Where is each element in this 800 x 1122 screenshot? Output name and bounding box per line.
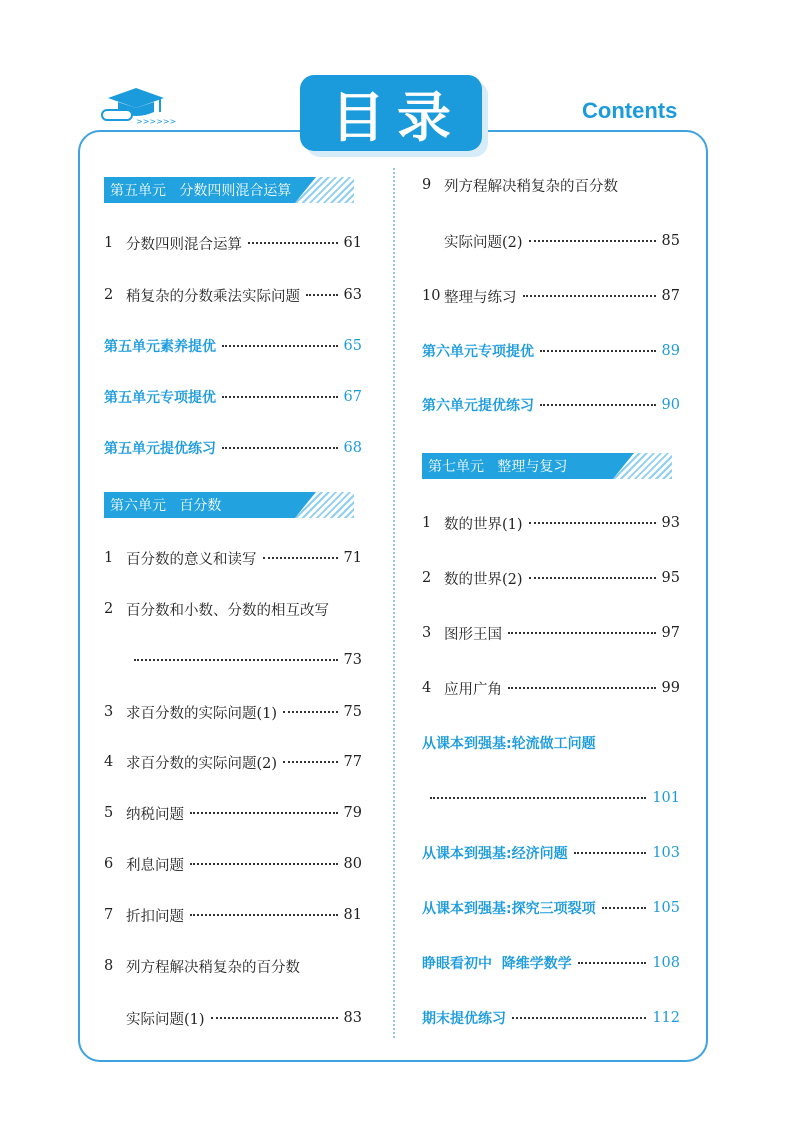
unit-header-6: 第六单元 百分数 — [104, 492, 354, 518]
toc-entry-highlight[interactable]: 第六单元专项提优 89 — [422, 343, 680, 360]
toc-entry[interactable]: 3 图形王国 97 — [422, 625, 680, 643]
logo-arrows: >>>>>> — [136, 117, 177, 126]
graduation-cap-icon — [100, 84, 180, 128]
toc-entry[interactable]: 1 百分数的意义和读写 71 — [104, 550, 362, 568]
toc-entry-highlight[interactable]: 第五单元专项提优 67 — [104, 389, 362, 406]
toc-entry[interactable]: 2 稍复杂的分数乘法实际问题 63 — [104, 287, 362, 305]
toc-entry-highlight[interactable]: 期末提优练习 112 — [422, 1010, 680, 1027]
title-box — [300, 75, 482, 151]
toc-entry[interactable]: 6 利息问题 80 — [104, 856, 362, 874]
toc-entry[interactable]: 5 纳税问题 79 — [104, 805, 362, 823]
toc-entry-highlight[interactable]: 第五单元素养提优 65 — [104, 338, 362, 355]
toc-entry[interactable]: 1 分数四则混合运算 61 — [104, 235, 362, 253]
toc-entry[interactable]: 8 列方程解决稍复杂的百分数 — [104, 958, 300, 976]
toc-entry-continued[interactable]: 73 — [104, 648, 362, 672]
toc-entry[interactable]: 1 数的世界(1) 93 — [422, 515, 680, 533]
toc-entry[interactable]: 9 列方程解决稍复杂的百分数 — [422, 177, 618, 195]
toc-entry[interactable]: 7 折扣问题 81 — [104, 907, 362, 925]
page-title: 目录 — [331, 85, 463, 149]
contents-label: Contents — [582, 98, 678, 123]
toc-entry[interactable]: 2 数的世界(2) 95 — [422, 570, 680, 588]
toc-entry-highlight[interactable]: 第五单元提优练习 68 — [104, 440, 362, 457]
unit-header-5: 第五单元 分数四则混合运算 — [104, 177, 354, 203]
toc-entry-continued[interactable]: 实际问题(1) 83 — [126, 1010, 362, 1028]
toc-entry-highlight[interactable]: 从课本到强基:轮流做工问题 — [422, 736, 596, 752]
toc-entry[interactable]: 3 求百分数的实际问题(1) 75 — [104, 704, 362, 722]
toc-entry[interactable]: 4 应用广角 99 — [422, 680, 680, 698]
toc-entry-continued[interactable]: 101 — [422, 786, 680, 810]
toc-entry-continued[interactable]: 实际问题(2) 85 — [444, 233, 680, 251]
toc-entry-highlight[interactable]: 从课本到强基:经济问题 103 — [422, 845, 680, 862]
toc-entry[interactable]: 10 整理与练习 87 — [422, 288, 680, 306]
toc-entry-highlight[interactable]: 第六单元提优练习 90 — [422, 397, 680, 414]
toc-entry[interactable]: 4 求百分数的实际问题(2) 77 — [104, 754, 362, 772]
toc-entry[interactable]: 2 百分数和小数、分数的相互改写 — [104, 601, 329, 619]
column-divider — [393, 168, 395, 1038]
toc-entry-highlight[interactable]: 睁眼看初中 降维学数学 108 — [422, 955, 680, 972]
unit-header-7: 第七单元 整理与复习 — [422, 453, 672, 479]
toc-entry-highlight[interactable]: 从课本到强基:探究三项裂项 105 — [422, 900, 680, 917]
